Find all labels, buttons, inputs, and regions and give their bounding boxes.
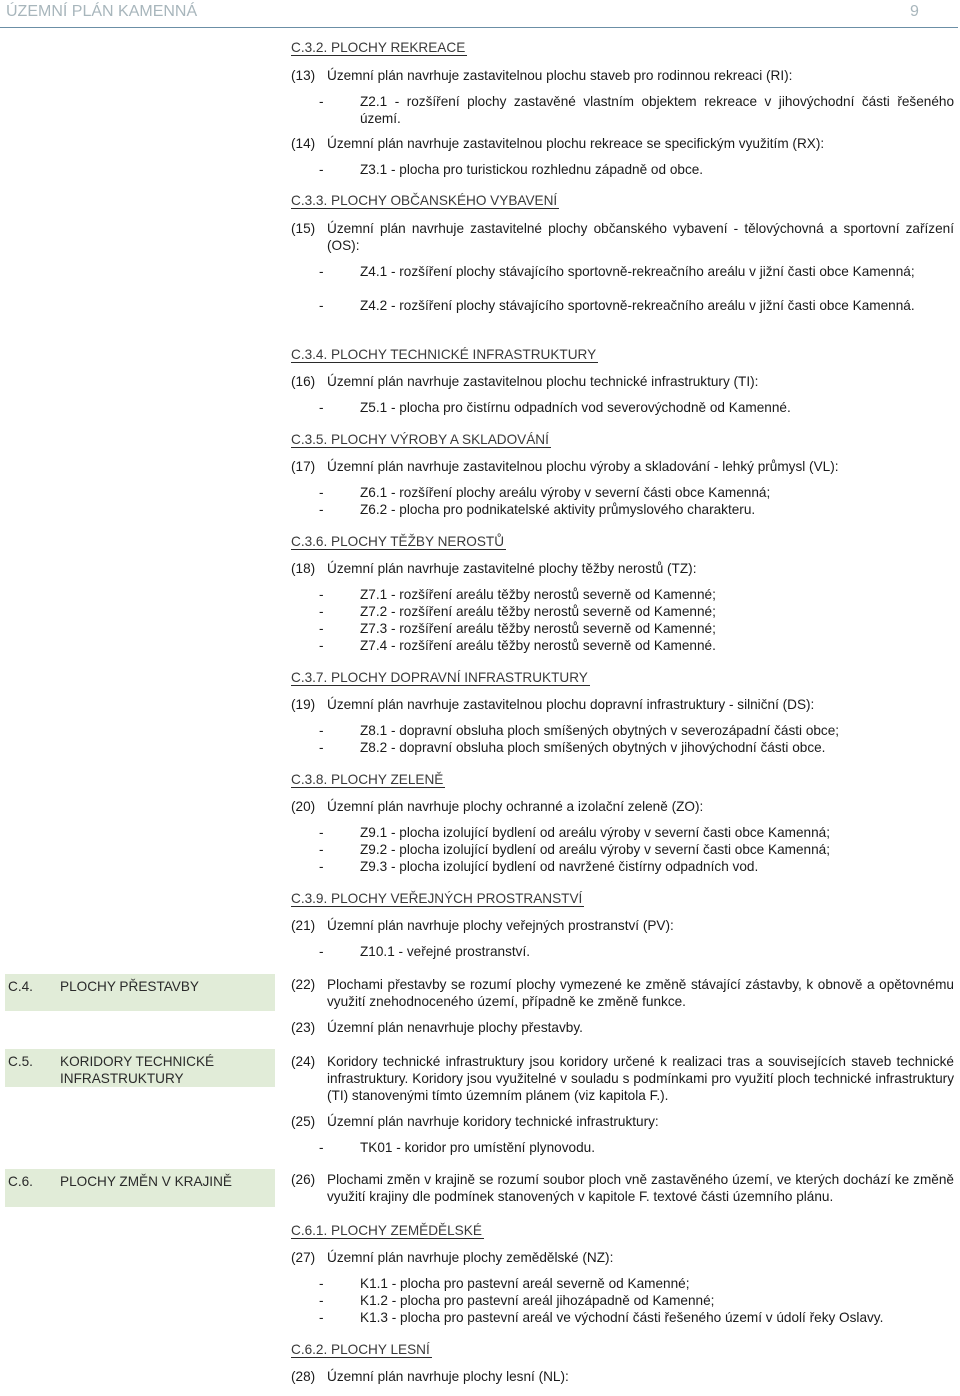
list-item (319, 858, 954, 875)
paragraph-text: Územní plán navrhuje zastavitelné plochy těžby nerostů (TZ): (327, 561, 697, 576)
section-heading: C.3.7. PLOCHY DOPRAVNÍ INFRASTRUKTURY (291, 670, 588, 685)
paragraph-number: (23) (291, 1020, 316, 1035)
paragraph-text: Územní plán navrhuje zastavitelnou plochu rekreace se specifickým využitím (RX): (327, 136, 825, 151)
list-item (319, 739, 954, 756)
list-item-text: Z6.2 - plocha pro podnikatelské aktivity průmyslového charakteru. (360, 502, 756, 517)
list-dash: - (319, 1293, 324, 1308)
chapter-title: PLOCHY ZMĚN V KRAJINĚ (60, 1174, 232, 1189)
list-item-text: Z7.3 - rozšíření areálu těžby nerostů severně od Kamenné; (360, 621, 716, 636)
list-item (319, 1309, 954, 1326)
list-item (319, 501, 954, 518)
paragraph-number: (26) (291, 1172, 316, 1187)
list-item-text: K1.1 - plocha pro pastevní areál severně od Kamenné; (360, 1276, 690, 1291)
section-heading: C.6.1. PLOCHY ZEMĚDĚLSKÉ (291, 1223, 482, 1238)
list-dash: - (319, 842, 324, 857)
list-item (319, 586, 954, 603)
paragraph-text: Územní plán navrhuje koridory technické infrastruktury: (327, 1114, 659, 1129)
paragraph-number: (13) (291, 68, 316, 83)
paragraph-text: Územní plán navrhuje plochy veřejných prostranství (PV): (327, 918, 674, 933)
list-dash: - (319, 825, 324, 840)
paragraph (291, 1113, 954, 1130)
paragraph (291, 135, 954, 152)
list-dash: - (319, 587, 324, 602)
section-heading: C.3.2. PLOCHY REKREACE (291, 40, 466, 55)
list-item (319, 1292, 954, 1309)
paragraph-number: (19) (291, 697, 316, 712)
list-item-text: Z2.1 - rozšíření plochy zastavěné vlastním objektem rekreace v jihovýchodní části řešeného území. (360, 94, 954, 126)
list-item-text: Z7.2 - rozšíření areálu těžby nerostů severně od Kamenné; (360, 604, 716, 619)
chapter-title: PLOCHY PŘESTAVBY (60, 979, 200, 994)
list-item-text: Z8.2 - dopravní obsluha ploch smíšených obytných v jihovýchodní části obce. (360, 740, 826, 755)
list-item-text: Z7.4 - rozšíření areálu těžby nerostů severně od Kamenné. (360, 638, 716, 653)
list-item-text: Z9.2 - plocha izolující bydlení od areálu výroby v severní časti obce Kamenná; (360, 842, 830, 857)
paragraph-number: (14) (291, 136, 316, 151)
list-item-text: Z4.1 - rozšíření plochy stávajícího sportovně-rekreačního areálu v jižní časti obce Kamenná; (360, 264, 915, 279)
list-item-text: Z4.2 - rozšíření plochy stávajícího sportovně-rekreačního areálu v jižní časti obce Kamenná. (360, 298, 915, 313)
paragraph-number: (25) (291, 1114, 316, 1129)
paragraph-text: Územní plán navrhuje plochy ochranné a izolační zeleně (ZO): (327, 799, 704, 814)
list-item (319, 943, 954, 960)
paragraph (291, 1171, 954, 1205)
paragraph (291, 1249, 954, 1266)
paragraph (291, 220, 954, 254)
paragraph-text: Územní plán navrhuje zastavitelné plochy občanského vybavení - tělovýchovná a sportovní zařízení (OS): (327, 221, 954, 253)
list-item (319, 824, 954, 841)
paragraph (291, 560, 954, 577)
section-heading: C.3.3. PLOCHY OBČANSKÉHO VYBAVENÍ (291, 193, 558, 208)
list-dash: - (319, 1276, 324, 1291)
list-item (319, 722, 954, 739)
list-item-text: Z3.1 - plocha pro turistickou rozhlednu západně od obce. (360, 162, 704, 177)
paragraph (291, 917, 954, 934)
paragraph-number: (24) (291, 1054, 316, 1069)
chapter-number: C.6. (8, 1174, 33, 1189)
list-dash: - (319, 502, 324, 517)
list-dash: - (319, 621, 324, 636)
paragraph-number: (18) (291, 561, 316, 576)
header-divider (0, 27, 958, 28)
section-heading: C.3.5. PLOCHY VÝROBY A SKLADOVÁNÍ (291, 432, 549, 447)
list-item-text: Z9.3 - plocha izolující bydlení od navržené čistírny odpadních vod. (360, 859, 759, 874)
page-number: 9 (910, 3, 919, 20)
paragraph-text: Územní plán navrhuje zastavitelnou plochu dopravní infrastruktury - silniční (DS): (327, 697, 815, 712)
list-item (319, 1139, 954, 1156)
list-dash: - (319, 400, 324, 415)
chapter-title: KORIDORY TECHNICKÉ INFRASTRUKTURY (60, 1054, 215, 1086)
page-header (0, 0, 960, 30)
list-item (319, 93, 954, 127)
list-item-text: TK01 - koridor pro umístění plynovodu. (360, 1140, 595, 1155)
paragraph-text: Plochami změn v krajině se rozumí soubor ploch vně zastavěného území, ve kterých dochází ke změně využití krajiny dle podmínek stanovených v kapitole F. textové části územního plánu. (327, 1172, 954, 1204)
paragraph-text: Územní plán navrhuje zastavitelnou plochu staveb pro rodinnou rekreaci (RI): (327, 68, 793, 83)
list-item (319, 399, 954, 416)
list-item (319, 841, 954, 858)
paragraph-text: Územní plán navrhuje plochy zemědělské (NZ): (327, 1250, 614, 1265)
list-item (319, 603, 954, 620)
section-heading: C.3.8. PLOCHY ZELENĚ (291, 772, 444, 787)
list-dash: - (319, 723, 324, 738)
paragraph-number: (15) (291, 221, 316, 236)
list-item (319, 620, 954, 637)
list-item-text: K1.2 - plocha pro pastevní areál jihozápadně od Kamenné; (360, 1293, 715, 1308)
list-item-text: Z8.1 - dopravní obsluha ploch smíšených obytných v severozápadní části obce; (360, 723, 840, 738)
document-title: ÚZEMNÍ PLÁN KAMENNÁ (6, 3, 198, 20)
paragraph (291, 696, 954, 713)
chapter-number: C.5. (8, 1054, 33, 1069)
paragraph-number: (16) (291, 374, 316, 389)
paragraph-text: Plochami přestavby se rozumí plochy vymezené ke změně stávající zástavby, k obnově a opětovnému využití znehodnoceného území, případně ke změně funkce. (327, 977, 954, 1009)
section-heading: C.3.9. PLOCHY VEŘEJNÝCH PROSTRANSTVÍ (291, 891, 583, 906)
list-item (319, 161, 954, 178)
paragraph (291, 67, 954, 84)
list-dash: - (319, 162, 324, 177)
list-dash: - (319, 94, 324, 109)
paragraph-text: Územní plán navrhuje zastavitelnou plochu technické infrastruktury (TI): (327, 374, 759, 389)
paragraph-text: Koridory technické infrastruktury jsou koridory určené k realizaci tras a souvisejících staveb technické infrastruktury. Koridory jsou využitelné v souladu s podmínkami pro využití ploch technické infrastruktury (TI) stanovenými tímto územním plánem (viz kapitola F.). (327, 1054, 954, 1103)
chapter-number: C.4. (8, 979, 33, 994)
list-item-text: Z10.1 - veřejné prostranství. (360, 944, 530, 959)
list-dash: - (319, 740, 324, 755)
list-dash: - (319, 298, 324, 313)
section-heading: C.6.2. PLOCHY LESNÍ (291, 1342, 430, 1357)
paragraph (291, 373, 954, 390)
section-heading: C.3.6. PLOCHY TĚŽBY NEROSTŮ (291, 534, 505, 549)
paragraph (291, 1019, 954, 1036)
list-dash: - (319, 485, 324, 500)
paragraph-number: (20) (291, 799, 316, 814)
sidebar-chapter-c4 (5, 974, 275, 1011)
list-dash: - (319, 944, 324, 959)
list-dash: - (319, 264, 324, 279)
sidebar-chapter-c5 (5, 1049, 275, 1087)
paragraph (291, 1368, 954, 1385)
paragraph (291, 458, 954, 475)
paragraph-text: Územní plán navrhuje zastavitelnou plochu výroby a skladování - lehký průmysl (VL): (327, 459, 839, 474)
paragraph-number: (22) (291, 977, 316, 992)
list-item-text: Z5.1 - plocha pro čistírnu odpadních vod severovýchodně od Kamenné. (360, 400, 791, 415)
list-dash: - (319, 1140, 324, 1155)
paragraph (291, 1053, 954, 1104)
paragraph-number: (17) (291, 459, 316, 474)
paragraph-number: (21) (291, 918, 316, 933)
paragraph-text: Územní plán navrhuje plochy lesní (NL): (327, 1369, 569, 1384)
list-item (319, 297, 954, 314)
list-item (319, 263, 954, 280)
list-dash: - (319, 604, 324, 619)
sidebar-chapter-c6 (5, 1169, 275, 1207)
section-heading: C.3.4. PLOCHY TECHNICKÉ INFRASTRUKTURY (291, 347, 597, 362)
list-item (319, 484, 954, 501)
paragraph (291, 976, 954, 1010)
paragraph-number: (28) (291, 1369, 316, 1384)
list-dash: - (319, 859, 324, 874)
paragraph-text: Územní plán nenavrhuje plochy přestavby. (327, 1020, 583, 1035)
list-dash: - (319, 1310, 324, 1325)
list-item-text: Z7.1 - rozšíření areálu těžby nerostů severně od Kamenné; (360, 587, 716, 602)
paragraph-number: (27) (291, 1250, 316, 1265)
list-item-text: Z9.1 - plocha izolující bydlení od areálu výroby v severní časti obce Kamenná; (360, 825, 830, 840)
paragraph (291, 798, 954, 815)
list-item (319, 637, 954, 654)
list-dash: - (319, 638, 324, 653)
list-item (319, 1275, 954, 1292)
list-item-text: K1.3 - plocha pro pastevní areál ve východní části řešeného území v údolí řeky Oslavy. (360, 1310, 884, 1325)
list-item-text: Z6.1 - rozšíření plochy areálu výroby v severní části obce Kamenná; (360, 485, 771, 500)
